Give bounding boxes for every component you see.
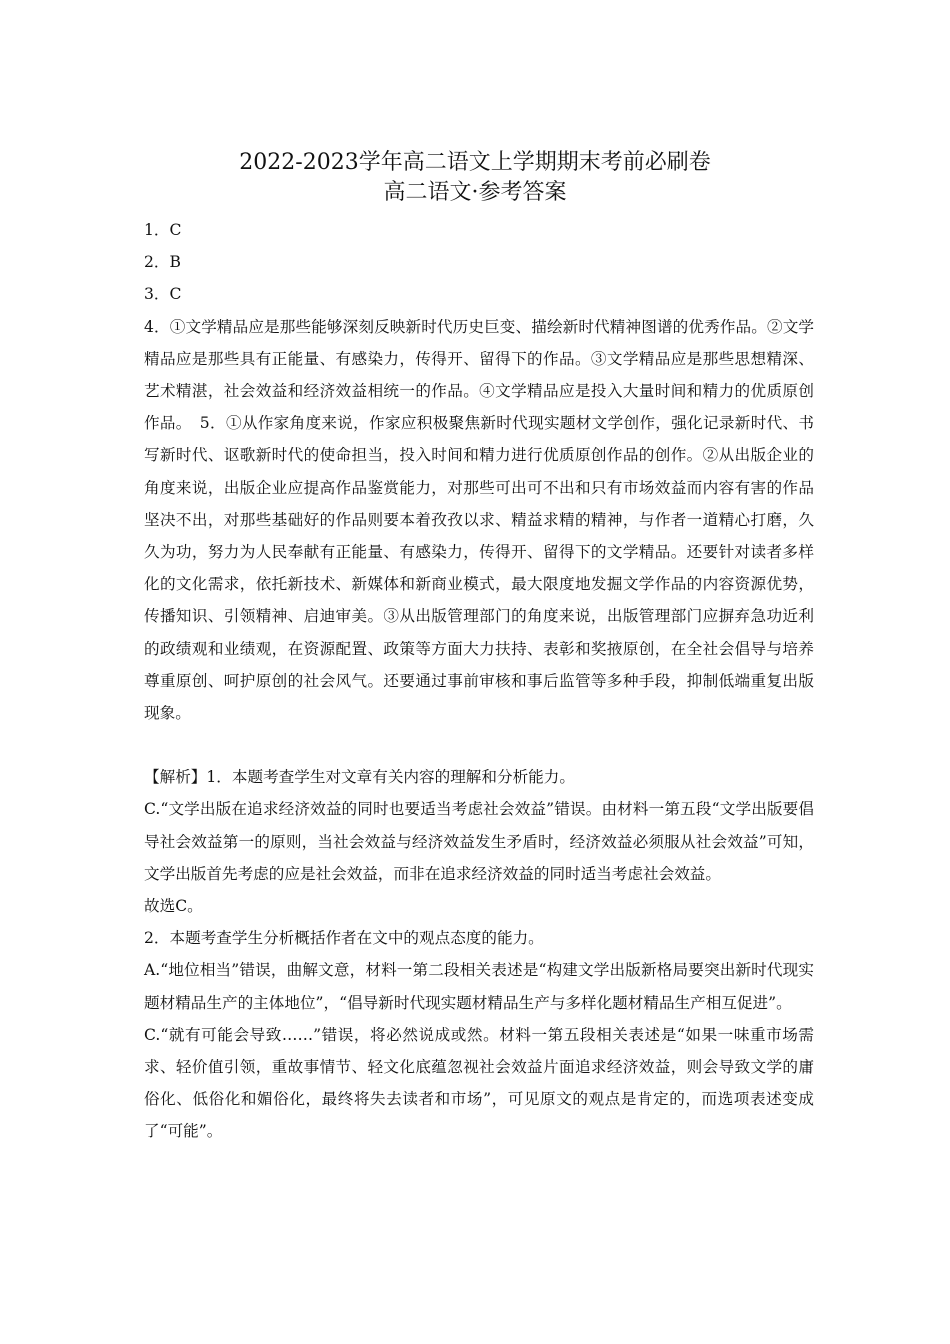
section-gap [144,729,814,761]
document-title: 2022-2023学年高二语文上学期期末考前必刷卷 [239,150,711,175]
analysis-paragraph: A.“地位相当”错误，曲解文意，材料一第二段相关表述是“构建文学出版新格局要突出新时代现实题材精品生产的主体地位”，“倡导新时代现实题材精品生产与多样化题材精品生产相互促进”。 [144,961,814,1012]
analysis-paragraph: 2．本题考查学生分析概括作者在文中的观点态度的能力。 [144,929,544,948]
document-subtitle: 高二语文·参考答案 [383,180,567,205]
answer-3: 3．C [144,285,182,304]
analysis-heading: 【解析】1．本题考查学生对文章有关内容的理解和分析能力。 [144,768,575,787]
analysis-paragraph: C.“就有可能会导致……”错误，将必然说成或然。材料一第五段相关表述是“如果一味重市场需求、轻价值引领，重故事情节、轻文化底蕴忽视社会效益片面追求经济效益，则会导致文学的庸俗化、低俗化和媚俗化，最终将失去读者和市场”，可见原文的观点是肯定的，而选项表述变成了“可能”。 [144,1025,814,1141]
analysis-paragraph: 故选C。 [144,897,203,916]
answer-1: 1．C [144,221,182,239]
title-block [0,148,950,208]
analysis-paragraph: C.“文学出版在追求经济效益的同时也要适当考虑社会效益”错误。由材料一第五段“文学出版要倡导社会效益第一的原则，当社会效益与经济效益发生矛盾时，经济效益必须服从社会效益”可知，文学出版首先考虑的应是社会效益，而非在追求经济效益的同时适当考虑社会效益。 [144,800,814,883]
answer-4-5: 4．①文学精品应是那些能够深刻反映新时代历史巨变、描绘新时代精神图谱的优秀作品。②文学精品应是那些具有正能量、有感染力，传得开、留得下的作品。③文学精品应是那些思想精深、艺术精湛，社会效益和经济效益相统一的作品。④文学精品应是投入大量时间和精力的优质原创作品。 5．①从作家角度来说，作家应积极聚焦新时代现实题材文学创作，强化记录新时代、书写新时代、讴歌新时代的使命担当，投入时间和精力进行优质原创作品的创作。②从出版企业的角度来说，出版企业应提高作品鉴赏能力，对那些可出可不出和只有市场效益而内容有害的作品坚决不出，对那些基础好的作品则要本着孜孜以求、精益求精的精神，与作者一道精心打磨，久久为功，努力为人民奉献有正能量、有感染力，传得开、留得下的文学精品。还要针对读者多样化的文化需求，依托新技术、新媒体和新商业模式，最大限度地发掘文学作品的内容资源优势，传播知识、引领精神、启迪审美。③从出版管理部门的角度来说，出版管理部门应摒弃急功近利的政绩观和业绩观，在资源配置、政策等方面大力扶持、表彰和奖掖原创，在全社会倡导与培养尊重原创、呵护原创的社会风气。还要通过事前审核和事后监管等多种手段，抑制低端重复出版现象。 [144,317,814,723]
answer-2: 2．B [144,253,181,272]
document-body [144,214,814,1148]
